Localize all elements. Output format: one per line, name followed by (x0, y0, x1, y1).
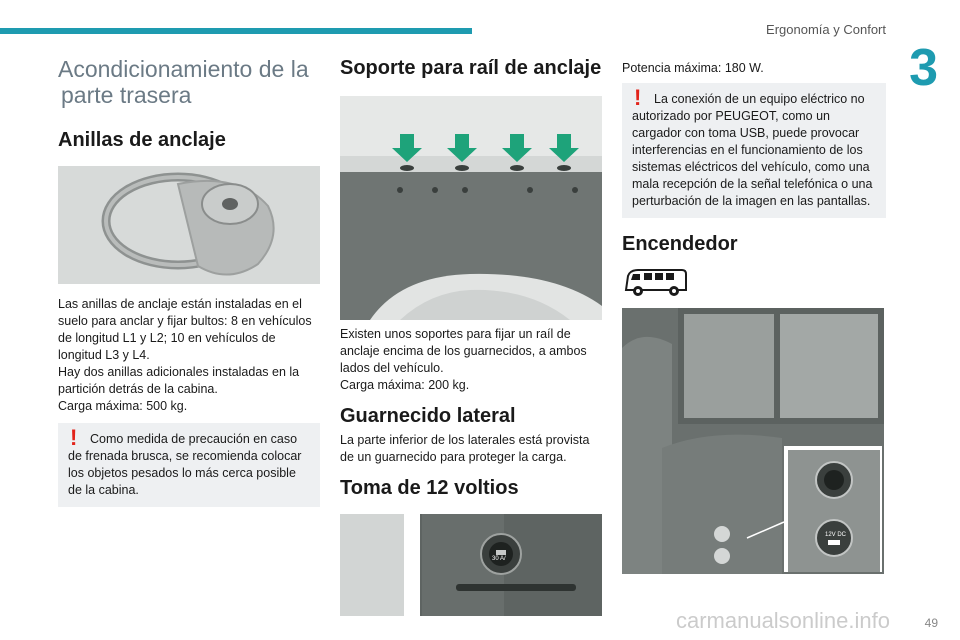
side-trim-text: La parte inferior de los laterales está provista de un guarnecido para proteger la carga. (340, 433, 590, 464)
warning-icon: ! (70, 425, 78, 450)
lighter-illustration (622, 308, 884, 574)
12v-socket-figure (340, 514, 602, 616)
heading-rail-support: Soporte para raíl de anclaje (340, 57, 602, 79)
heading-anchor-rings: Anillas de anclaje (58, 129, 226, 151)
chapter-number: 3 (909, 39, 938, 97)
watermark: carmanualsonline.info (675, 608, 890, 633)
section-title: Ergonomía y Confort (766, 22, 886, 37)
heading-lighter: Encendedor (622, 233, 738, 255)
column-power (622, 56, 886, 574)
warning-box (622, 83, 886, 218)
socket-label: 30 A/ (492, 556, 506, 562)
anchor-rings-text (58, 296, 320, 415)
anchor-rings-body: Las anillas de anclaje están instaladas en el suelo para anclar y fijar bultos: 8 en vehículos de longitud L1 y L2; 10 en vehículos de longitud L3 y L4. (58, 297, 312, 362)
lighter-figure (622, 308, 884, 574)
anchor-rings-max-load: Carga máxima: 500 kg. (58, 399, 188, 413)
column-rail-support (340, 56, 602, 616)
12v-socket-illustration (340, 514, 602, 616)
warning-box (58, 423, 320, 507)
header-accent-bar (0, 28, 472, 34)
page-title (58, 56, 320, 108)
warning-icon: ! (634, 85, 642, 110)
page-title-line1: Acondicionamiento de la (58, 56, 309, 82)
warning-text: La conexión de un equipo eléctrico no autorizado por PEUGEOT, como un cargador con toma USB, puede provocar interferencias en el funcionamiento de los sistemas eléctricos del vehículo, como una mala recepción de la señal telefónica o una perturbación de la imagen en las pantallas. (632, 92, 873, 208)
rail-support-body: Existen unos soportes para fijar un raíl de anclaje encima de los guarnecidos, a ambos lados del vehículo. (340, 327, 587, 375)
van-icon (622, 266, 690, 300)
van-silhouette-icon (622, 266, 690, 300)
column-rear-fittings (58, 56, 320, 507)
anchor-ring-figure (58, 166, 320, 284)
lighter-socket-label: 12V DC (825, 532, 847, 538)
heading-12v-socket: Toma de 12 voltios (340, 477, 519, 499)
rail-support-figure (340, 96, 602, 320)
heading-side-trim: Guarnecido lateral (340, 405, 516, 427)
max-power-text: Potencia máxima: 180 W. (622, 61, 764, 75)
page-title-line2: parte trasera (61, 82, 192, 108)
rail-support-text (340, 326, 602, 394)
warning-text: Como medida de precaución en caso de frenada brusca, se recomienda colocar los objetos pesados lo más cerca posible de la cabina. (68, 432, 302, 497)
anchor-rings-body2: Hay dos anillas adicionales instaladas en la partición detrás de la cabina. (58, 365, 300, 396)
anchor-ring-illustration (58, 166, 320, 284)
rail-support-illustration (340, 96, 602, 320)
page-number: 49 (924, 616, 938, 630)
rail-support-max-load: Carga máxima: 200 kg. (340, 378, 470, 392)
